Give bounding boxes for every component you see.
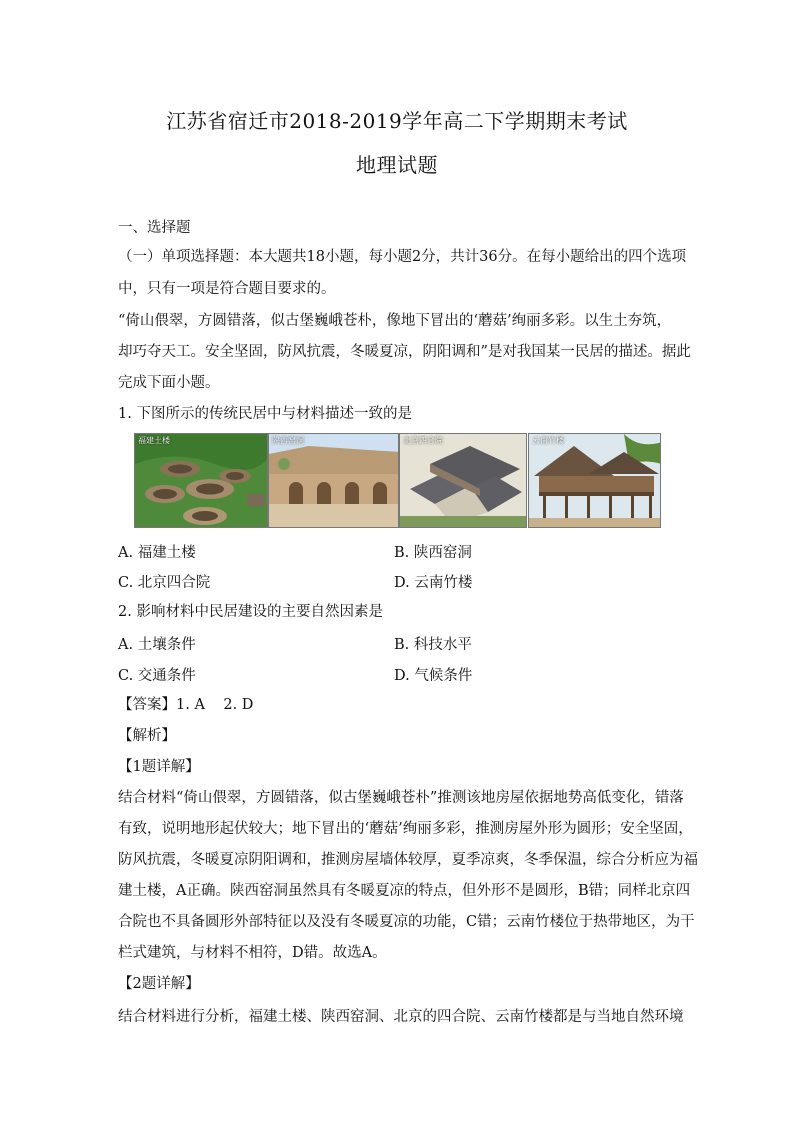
exam-title: 江苏省宿迁市2018-2019学年高二下学期期末考试 [166,109,628,133]
material-line: 完成下面小题。 [118,375,220,391]
dwelling-photos [134,433,661,528]
detail-1-line: 合院也不具备圆形外部特征以及没有冬暖夏凉的功能，C错；云南竹楼位于热带地区，为干 [118,914,695,930]
detail-2-line: 结合材料进行分析，福建土楼、陕西窑洞、北京的四合院、云南竹楼都是与当地自然环境 [118,1009,684,1025]
q2-option-a: A. 土壤条件 [118,637,196,653]
question-2-stem: 2. 影响材料中民居建设的主要自然因素是 [118,604,383,620]
q1-option-c: C. 北京四合院 [118,575,211,591]
material-line: “倚山偎翠，方圆错落，似古堡巍峨苍朴，像地下冒出的‘蘑菇’绚丽多彩。以生土夯筑， [118,313,672,329]
q1-option-d: D. 云南竹楼 [394,575,473,591]
instruction-line: （一）单项选择题：本大题共18小题，每小题2分，共计36分。在每小题给出的四个选项 [118,249,687,265]
photo-caption: 陕西窑洞 [272,436,304,445]
detail-1-line: 结合材料“倚山偎翠，方圆错落，似古堡巍峨苍朴”推测该地房屋依据地势高低变化，错落 [118,790,684,806]
detail-1-label: 【1题详解】 [118,759,200,775]
photo-fujian-tulou [134,433,268,528]
exam-subtitle: 地理试题 [356,153,438,177]
q2-option-c: C. 交通条件 [118,668,196,684]
question-1-stem: 1. 下图所示的传统民居中与材料描述一致的是 [118,406,412,422]
instruction-line: 中，只有一项是符合题目要求的。 [118,281,336,297]
section-heading: 一、选择题 [118,220,191,236]
q1-option-a: A. 福建土楼 [118,545,196,561]
photo-caption: 福建土楼 [138,436,170,445]
q2-option-b: B. 科技水平 [394,637,472,653]
photo-yunnan-zhulou [528,433,661,528]
q2-option-d: D. 气候条件 [394,668,473,684]
analysis-label: 【解析】 [118,728,176,744]
detail-1-line: 有致，说明地形起伏较大；地下冒出的‘蘑菇’绚丽多彩，推测房屋外形为圆形；安全坚固， [118,821,693,837]
material-line: 却巧夺天工。安全坚固，防风抗震，冬暖夏凉，阴阳调和”是对我国某一民居的描述。据此 [118,344,691,360]
detail-1-line: 建土楼，A正确。陕西窑洞虽然具有冬暖夏凉的特点，但外形不是圆形，B错；同样北京四 [118,883,691,899]
answer-line: 【答案】1. A 2. D [118,697,254,713]
photo-caption: 云南竹楼 [532,436,564,445]
photo-beijing-siheyuan [399,433,527,528]
detail-1-line: 防风抗震，冬暖夏凉阴阳调和，推测房屋墙体较厚，夏季凉爽，冬季保温，综合分析应为福 [118,852,698,868]
photo-caption: 北京四合院 [403,436,443,445]
photo-shaanxi-yaodong [268,433,399,528]
q1-option-b: B. 陕西窑洞 [394,545,472,561]
detail-2-label: 【2题详解】 [118,976,200,992]
detail-1-line: 栏式建筑，与材料不相符，D错。故选A。 [118,945,387,961]
